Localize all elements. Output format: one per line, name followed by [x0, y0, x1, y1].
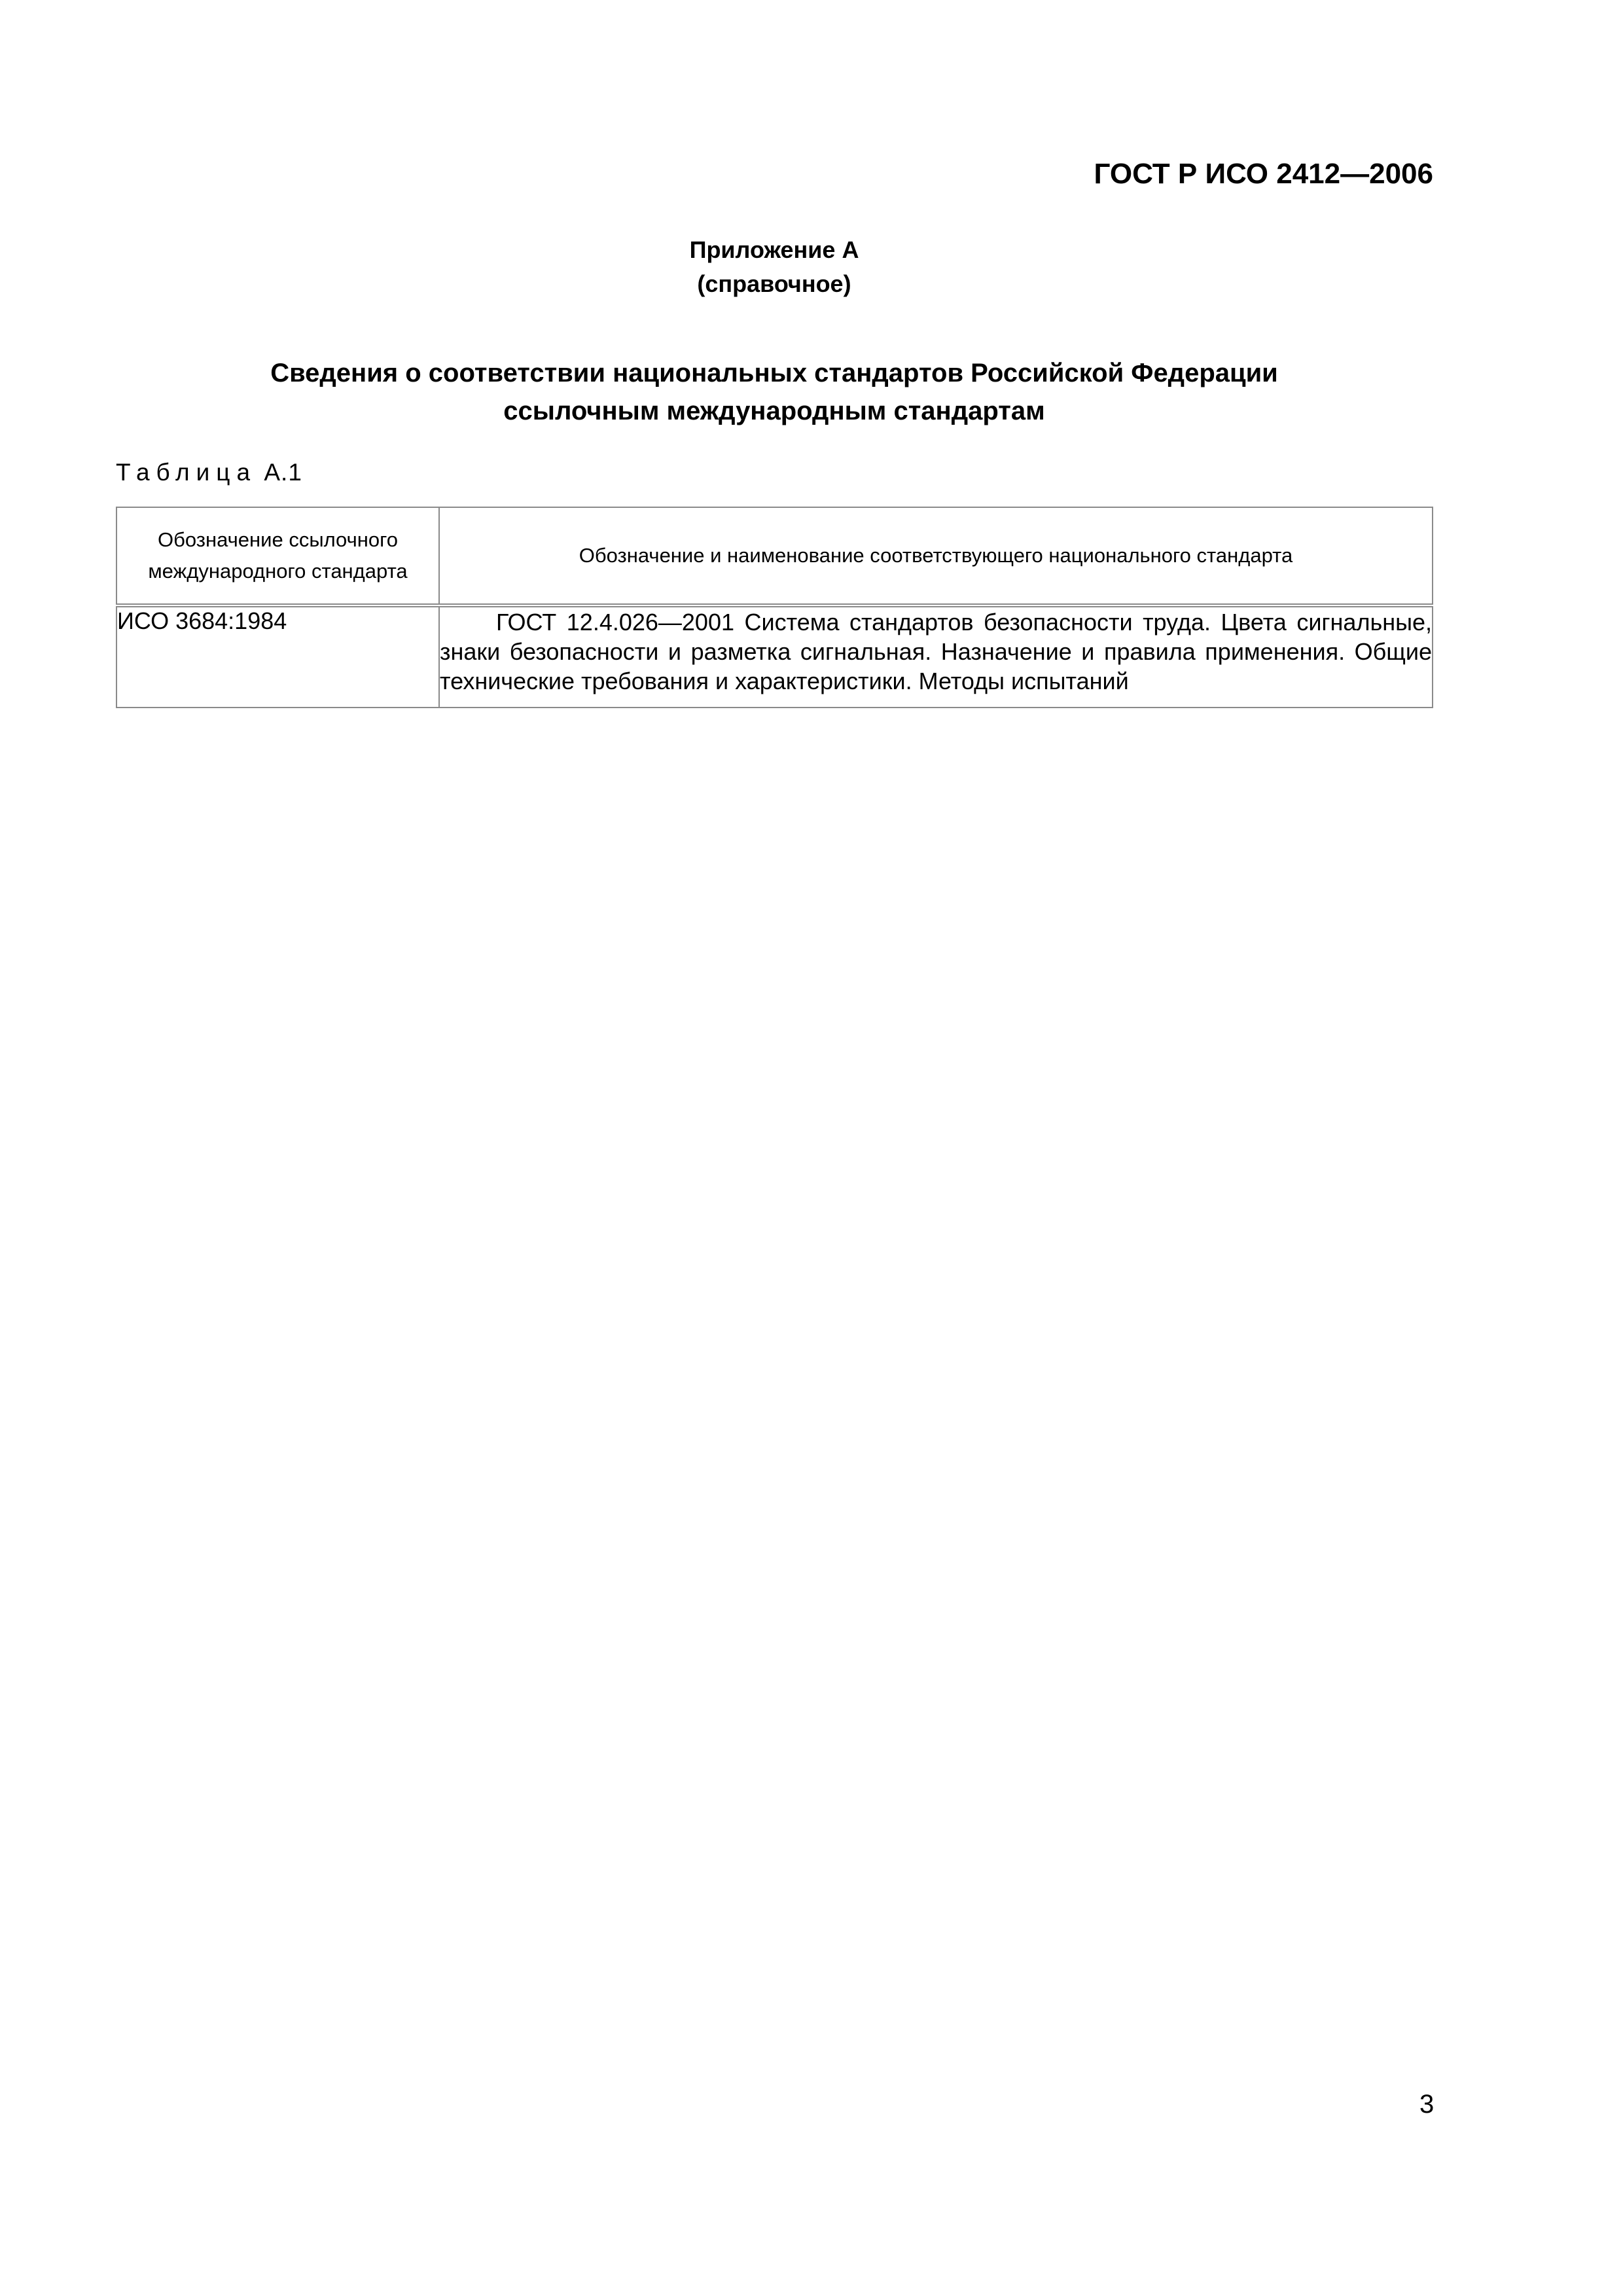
- table-row: [116, 605, 1433, 708]
- table-header-row: [116, 507, 1433, 605]
- header-international-standard: Обозначение ссылочного международного стандарта: [116, 507, 439, 605]
- document-code: ГОСТ Р ИСО 2412—2006: [1094, 158, 1433, 190]
- appendix-title-line2: ссылочным международным стандартам: [503, 397, 1045, 425]
- appendix-title: [0, 354, 1548, 430]
- header-national-standard: Обозначение и наименование соответствующего национального стандарта: [439, 507, 1433, 605]
- page-number: 3: [1419, 2090, 1435, 2119]
- appendix-title-line1: Сведения о соответствии национальных стандартов Российской Федерации: [270, 359, 1278, 387]
- table-caption-word: Таблица: [116, 459, 257, 486]
- table-caption-number: А.1: [264, 459, 302, 486]
- standards-correspondence-table: [116, 507, 1433, 708]
- appendix-heading: [0, 233, 1548, 301]
- cell-international-standard: ИСО 3684:1984: [116, 605, 439, 708]
- appendix-status: (справочное): [697, 270, 851, 297]
- appendix-label: Приложение А: [689, 236, 859, 263]
- cell-national-standard: ГОСТ 12.4.026—2001 Система стандартов безопасности труда. Цвета сигнальные, знаки безопасности и разметка сигнальная. Назначение и правила применения. Общие технические требования и характеристики. Методы испытаний: [439, 605, 1433, 708]
- table-caption: [116, 459, 302, 486]
